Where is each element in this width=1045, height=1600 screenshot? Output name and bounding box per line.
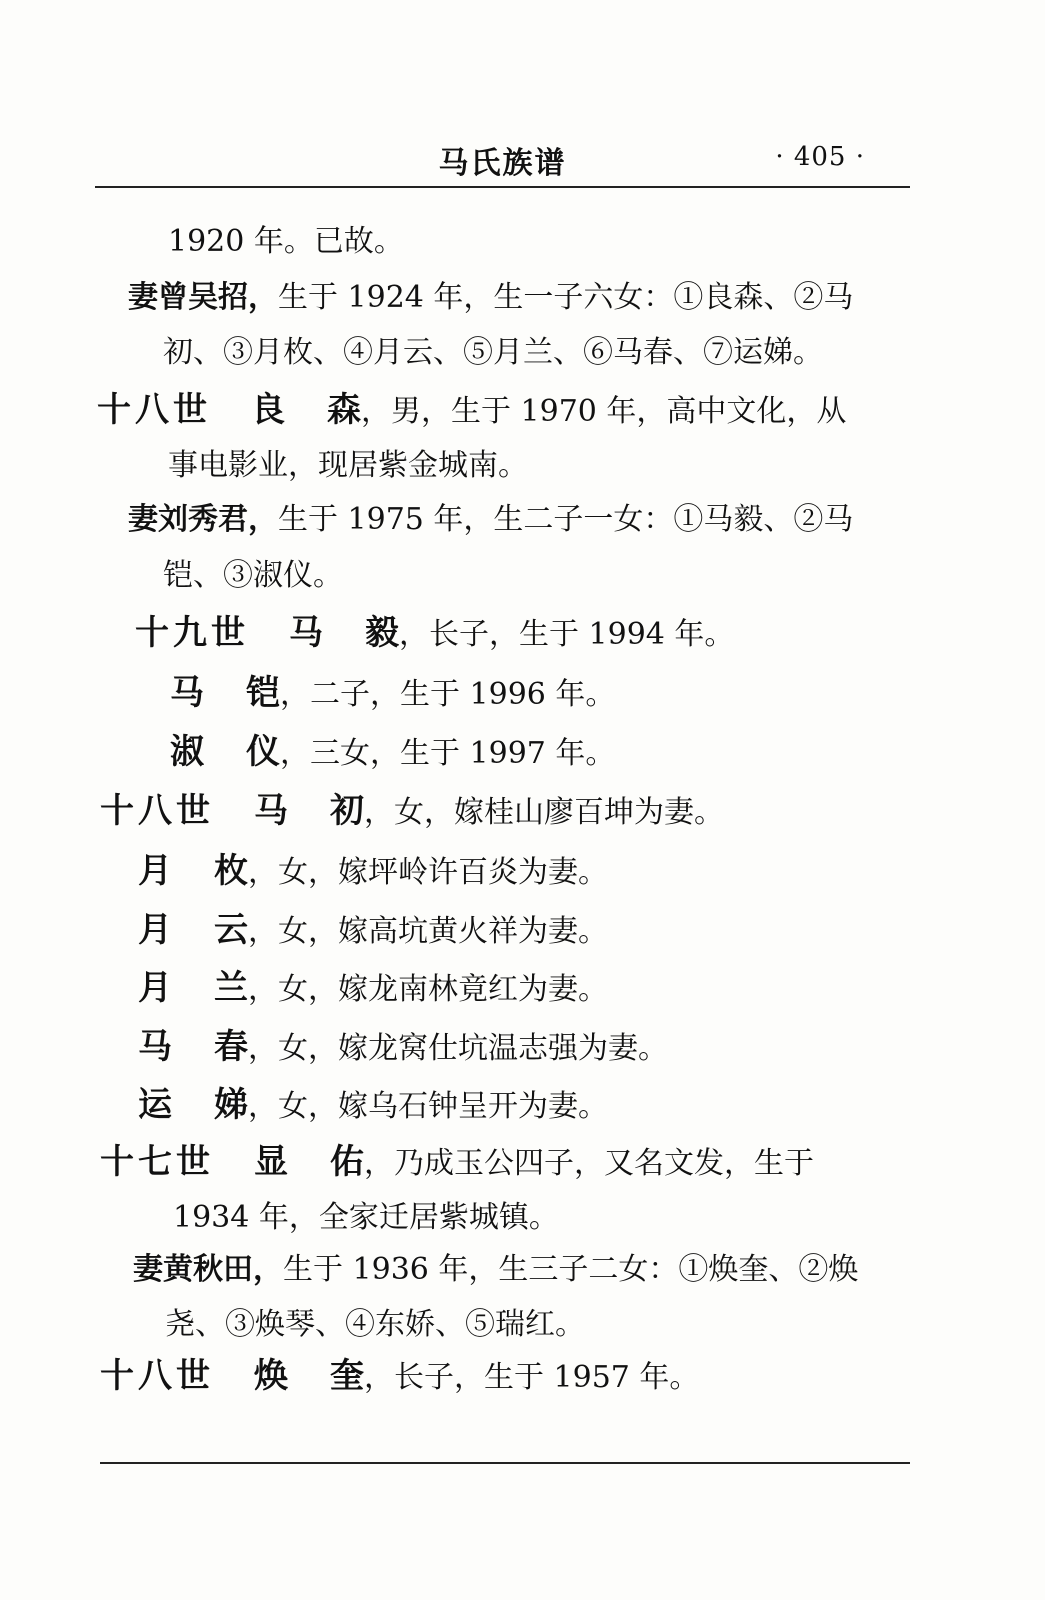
person-name-char: 奎 — [330, 1356, 364, 1396]
person-name-char: 娣 — [214, 1085, 248, 1125]
line-text: 生于 1936 年，生三子二女：①焕奎、②焕 — [283, 1252, 859, 1287]
generation-label: 十七世 — [100, 1142, 214, 1182]
text-line — [138, 1085, 608, 1127]
line-text: ，女，嫁高坑黄火祥为妻。 — [248, 914, 608, 949]
line-text: ，女，嫁龙窝仕坑温志强为妻。 — [248, 1031, 668, 1066]
text-line — [128, 500, 853, 540]
text-line — [168, 222, 404, 262]
person-name-char: 森 — [327, 390, 361, 430]
generation-label: 十八世 — [97, 390, 211, 430]
text-line — [138, 968, 608, 1010]
text-line — [138, 851, 608, 893]
person-name-char: 枚 — [214, 851, 248, 891]
text-line — [100, 1356, 699, 1398]
person-name-char: 兰 — [214, 968, 248, 1008]
text-line — [163, 556, 343, 596]
line-text: 1920 年。已故。 — [168, 224, 404, 259]
person-name-char: 运 — [138, 1085, 172, 1125]
text-line — [100, 791, 724, 833]
text-line — [138, 910, 608, 952]
line-text: 初、③月枚、④月云、⑤月兰、⑥马春、⑦运娣。 — [163, 335, 823, 370]
header-rule — [95, 186, 910, 188]
person-name-char: 月 — [138, 968, 172, 1008]
line-text: 尧、③焕琴、④东娇、⑤瑞红。 — [165, 1307, 585, 1342]
spouse-name: 妻黄秋田， — [133, 1252, 283, 1287]
line-text: ，女，嫁桂山廖百坤为妻。 — [364, 795, 724, 830]
person-name-char: 显 — [254, 1142, 288, 1182]
line-text: ，女，嫁龙南林竟红为妻。 — [248, 972, 608, 1007]
generation-label: 十八世 — [100, 1356, 214, 1396]
person-name-char: 马 — [138, 1027, 172, 1067]
text-line — [135, 613, 734, 655]
line-text: 事电影业，现居紫金城南。 — [168, 448, 528, 483]
person-name-char: 良 — [251, 390, 285, 430]
page-header — [95, 128, 910, 188]
text-line — [170, 732, 615, 774]
text-line — [173, 1198, 559, 1238]
footer-rule — [100, 1462, 910, 1464]
text-line — [128, 278, 853, 318]
line-text: ，男，生于 1970 年，高中文化，从 — [361, 394, 847, 429]
line-text: ，女，嫁乌石钟呈开为妻。 — [248, 1089, 608, 1124]
text-line — [165, 1305, 585, 1345]
person-name-char: 春 — [214, 1027, 248, 1067]
person-name-char: 马 — [289, 613, 323, 653]
text-line — [168, 446, 528, 486]
text-line — [163, 333, 823, 373]
line-text: ，女，嫁坪岭许百炎为妻。 — [248, 855, 608, 890]
text-line — [97, 390, 846, 432]
person-name-char: 月 — [138, 910, 172, 950]
person-name-char: 铠 — [246, 673, 280, 713]
line-text: 生于 1924 年，生一子六女：①良森、②马 — [278, 280, 854, 315]
person-name-char: 初 — [330, 791, 364, 831]
line-text: ，长子，生于 1994 年。 — [399, 617, 735, 652]
person-name-char: 马 — [254, 791, 288, 831]
person-name-char: 毅 — [365, 613, 399, 653]
line-text: ，长子，生于 1957 年。 — [364, 1360, 700, 1395]
person-name-char: 马 — [170, 673, 204, 713]
page-number: · 405 · — [775, 142, 865, 172]
line-text: 生于 1975 年，生二子一女：①马毅、②马 — [278, 502, 854, 537]
generation-label: 十九世 — [135, 613, 249, 653]
person-name-char: 淑 — [170, 732, 204, 772]
page-title: 马氏族谱 — [438, 146, 567, 181]
line-text: 1934 年，全家迁居紫城镇。 — [173, 1200, 559, 1235]
person-name-char: 佑 — [330, 1142, 364, 1182]
spouse-name: 妻曾吴招， — [128, 280, 278, 315]
person-name-char: 仪 — [246, 732, 280, 772]
text-line — [170, 673, 615, 715]
generation-label: 十八世 — [100, 791, 214, 831]
text-line — [133, 1250, 858, 1290]
line-text: ，乃成玉公四子，又名文发，生于 — [364, 1146, 814, 1181]
person-name-char: 月 — [138, 851, 172, 891]
person-name-char: 焕 — [254, 1356, 288, 1396]
line-text: 铠、③淑仪。 — [163, 558, 343, 593]
text-line — [100, 1142, 814, 1184]
line-text: ，二子，生于 1996 年。 — [280, 677, 616, 712]
text-line — [138, 1027, 668, 1069]
spouse-name: 妻刘秀君， — [128, 502, 278, 537]
person-name-char: 云 — [214, 910, 248, 950]
line-text: ，三女，生于 1997 年。 — [280, 736, 616, 771]
